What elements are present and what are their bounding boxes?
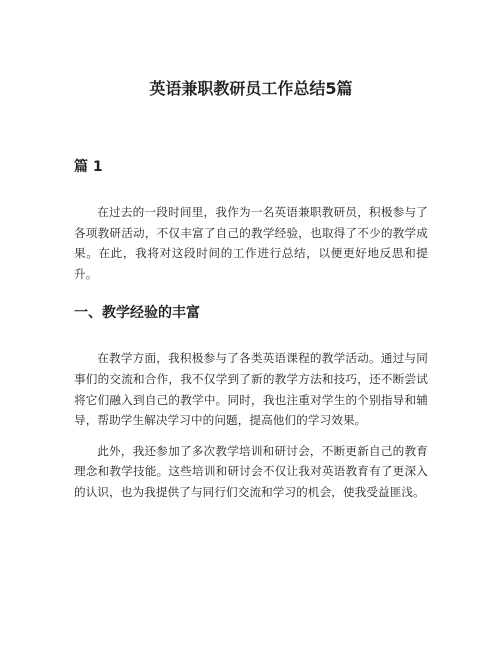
document-title: 英语兼职教研员工作总结5篇 xyxy=(149,79,353,98)
section-heading-experience: 一、教学经验的丰富 xyxy=(74,305,200,322)
part-heading: 篇 1 xyxy=(74,159,103,175)
section-paragraph: 此外，我还参加了多次教学培训和研讨会，不断更新自己的教育理念和教学技能。这些培训和研讨会不仅让我对英语教育有了更深入的认识，也为我提供了与同行们交流和学习的机会，使我受益匪浅。 xyxy=(74,443,428,499)
intro-paragraph: 在过去的一段时间里，我作为一名英语兼职教研员，积极参与了各项教研活动，不仅丰富了自己的教学经验，也取得了不少的教学成果。在此，我将对这段时间的工作进行总结，以便更好地反思和提升。 xyxy=(74,205,428,281)
section-paragraph: 在教学方面，我积极参与了各类英语课程的教学活动。通过与同事们的交流和合作，我不仅学到了新的教学方法和技巧，还不断尝试将它们融入到自己的教学中。同时，我也注重对学生的个别指导和辅导，帮助学生解决学习中的问题，提高他们的学习效果。 xyxy=(74,351,428,428)
